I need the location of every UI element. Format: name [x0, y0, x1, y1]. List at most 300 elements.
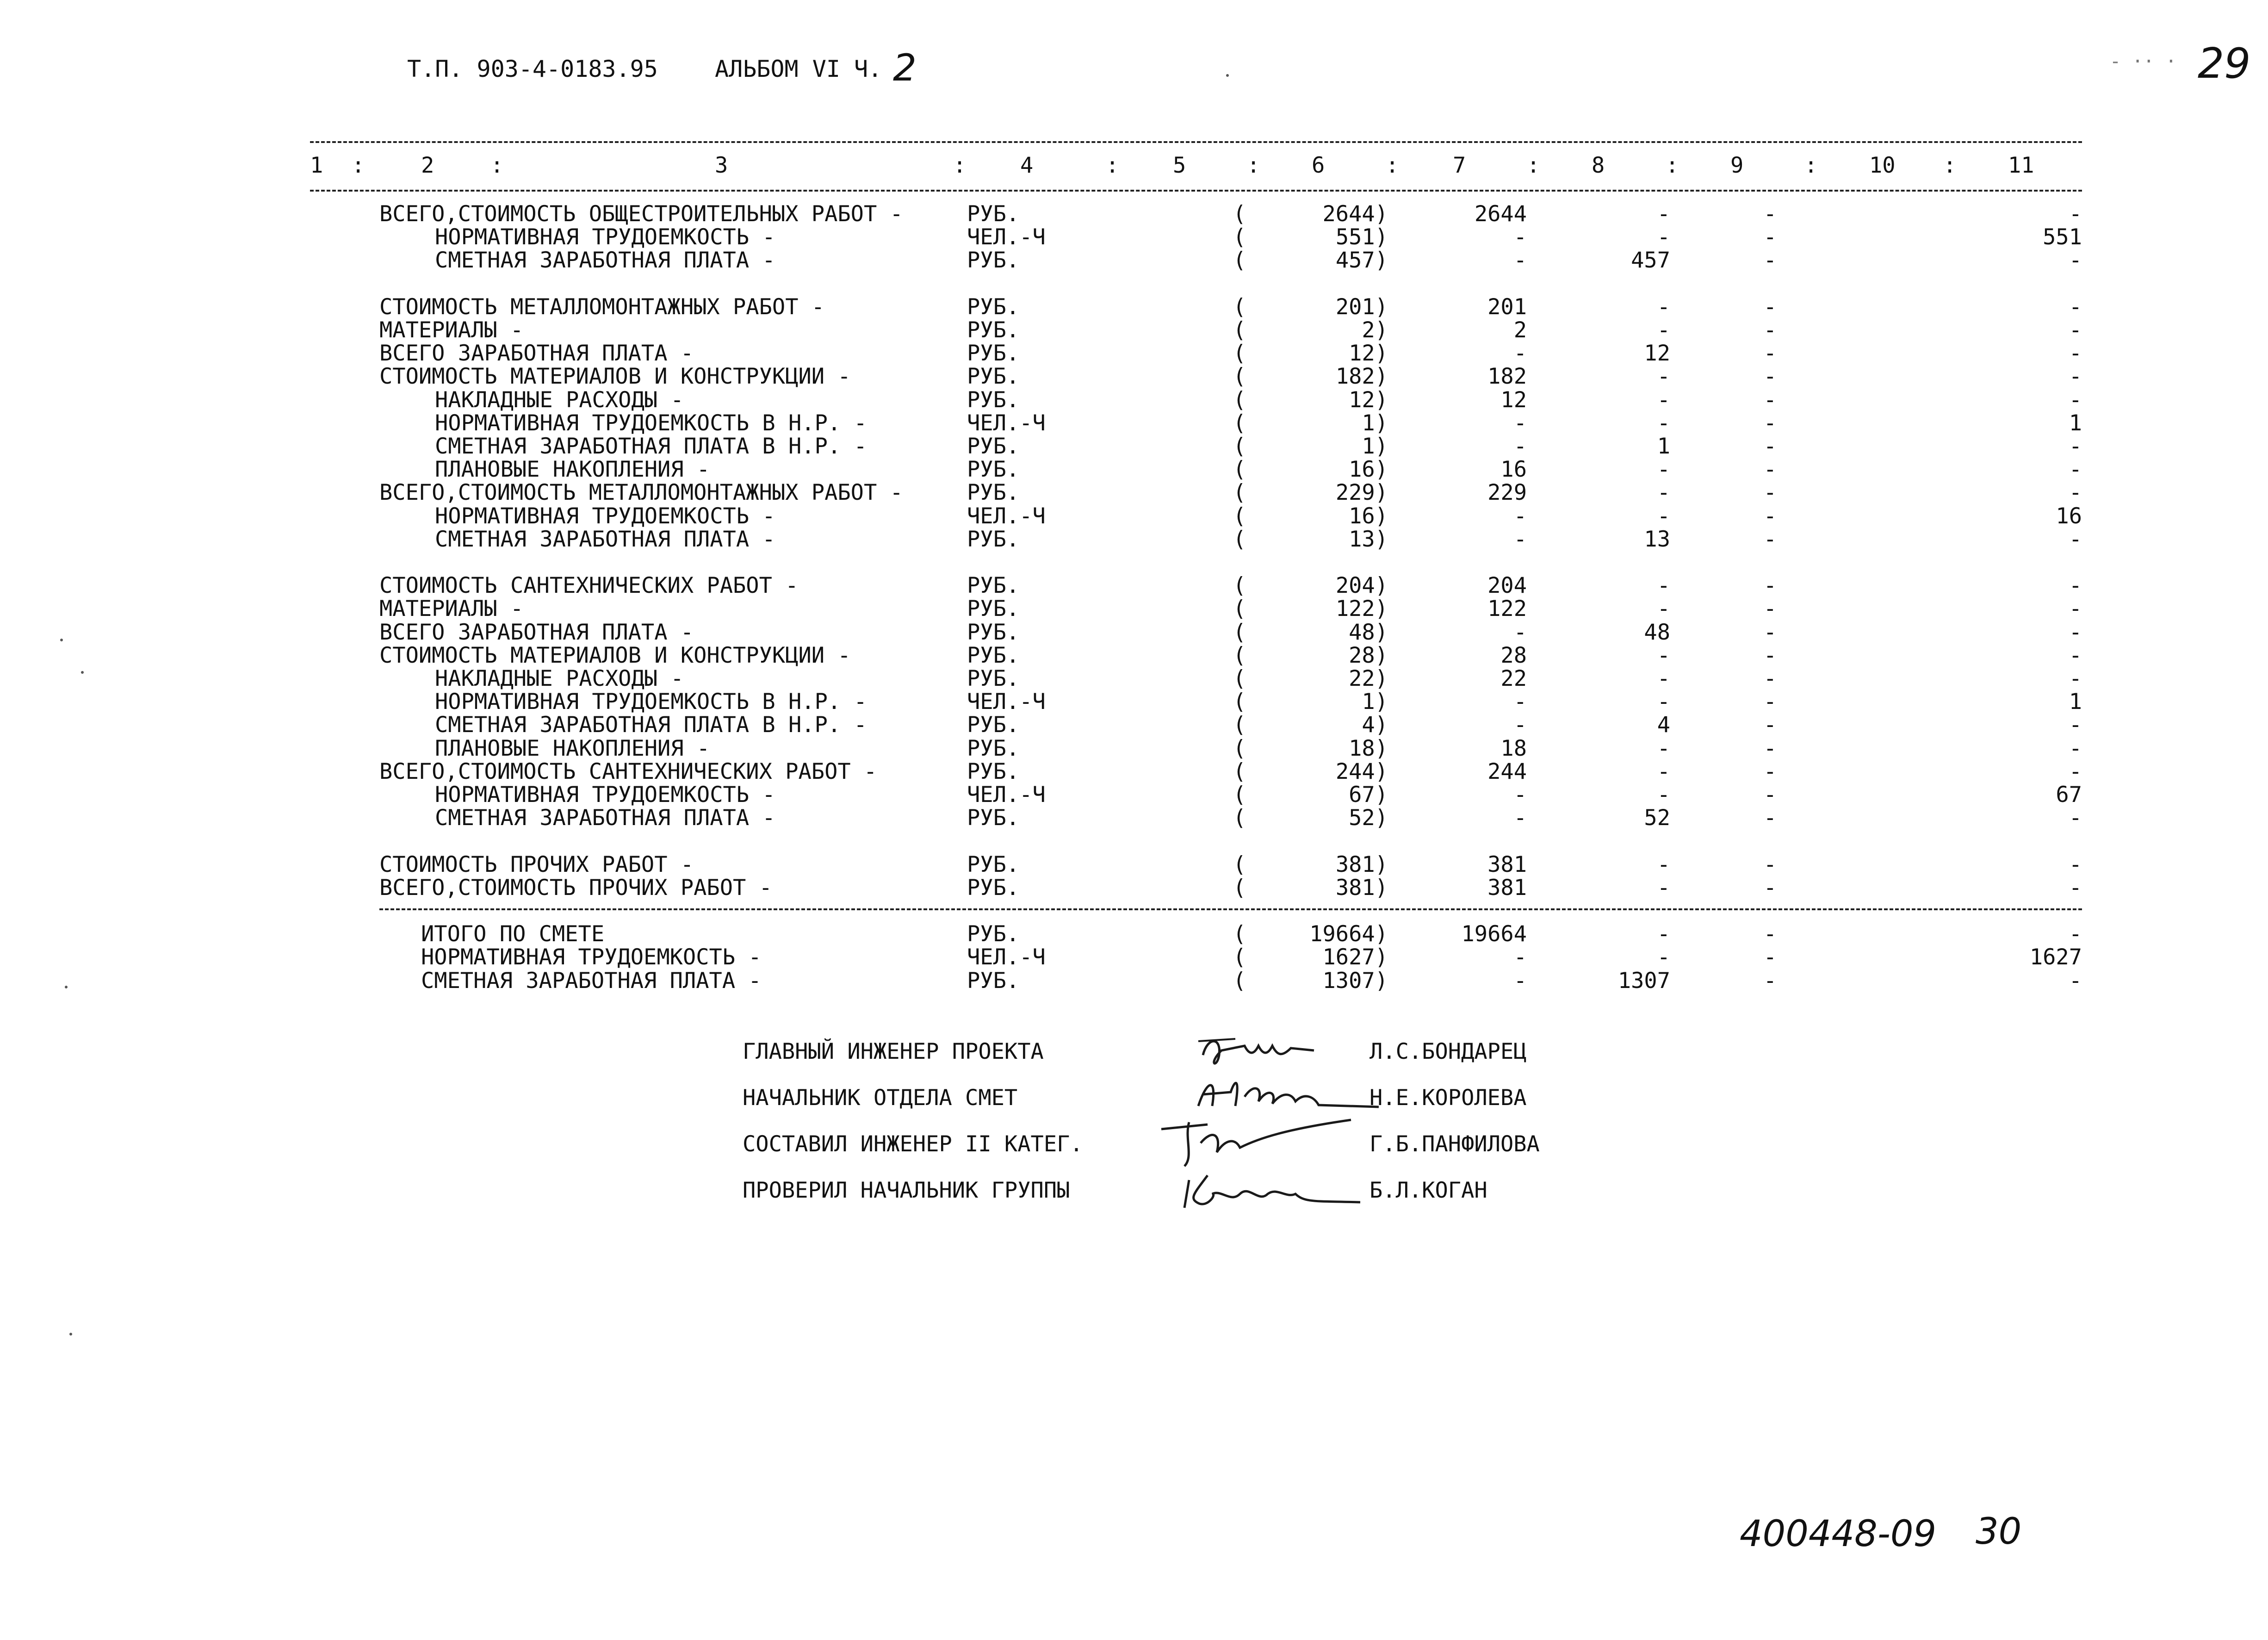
cell-col7: - — [1513, 620, 1527, 645]
cell-col11: - — [2069, 852, 2082, 877]
table-row — [0, 480, 2268, 503]
cell-col11: 16 — [2056, 503, 2082, 529]
cell-col9: - — [1763, 689, 1777, 714]
cell-col7: - — [1513, 782, 1527, 808]
cell-col11: 551 — [2043, 224, 2082, 250]
cell-col8: 457 — [1631, 248, 1670, 273]
table-row — [0, 596, 2268, 619]
cell-col11: 67 — [2056, 782, 2082, 808]
cell-col6: 28) — [1349, 643, 1388, 668]
col-sep: : — [1386, 153, 1399, 178]
cell-col9: - — [1763, 852, 1777, 877]
row-unit: РУБ. — [967, 596, 1020, 621]
cell-col9: - — [1763, 666, 1777, 691]
cell-col7: 244 — [1487, 759, 1527, 784]
col-sep: : — [1247, 153, 1260, 178]
cell-col6: 2) — [1362, 317, 1388, 343]
cell-col9: - — [1763, 480, 1777, 505]
cell-col9: - — [1763, 759, 1777, 784]
cell-col8: - — [1657, 387, 1670, 413]
cell-col8: - — [1657, 689, 1670, 714]
cell-col11: - — [2069, 805, 2082, 831]
row-label: СТОИМОСТЬ МАТЕРИАЛОВ И КОНСТРУКЦИИ - — [379, 643, 851, 668]
cell-col7: 28 — [1500, 643, 1527, 668]
cell-col11: - — [2069, 596, 2082, 621]
row-label: СМЕТНАЯ ЗАРАБОТНАЯ ПЛАТА - — [435, 805, 775, 831]
signature-row — [0, 1039, 2268, 1067]
table-row — [0, 527, 2268, 550]
cell-col7: 2 — [1513, 317, 1527, 343]
cell-col8: 48 — [1644, 620, 1670, 645]
cell-col9: - — [1763, 248, 1777, 273]
cell-col7: - — [1513, 805, 1527, 831]
scan-speck — [60, 639, 63, 641]
open-paren: ( — [1233, 248, 1246, 273]
open-paren: ( — [1233, 805, 1246, 831]
corner-scribble: - ·· · — [2110, 51, 2177, 72]
cell-col9: - — [1763, 782, 1777, 808]
table-row — [0, 410, 2268, 434]
document-code: Т.П. 903-4-0183.95 — [407, 56, 658, 82]
column-number: 2 — [421, 153, 434, 178]
col-sep: : — [490, 153, 504, 178]
row-label: СТОИМОСТЬ МЕТАЛЛОМОНТАЖНЫХ РАБОТ - — [379, 294, 825, 320]
cell-col8: - — [1657, 944, 1670, 970]
table-header-rule — [310, 190, 2082, 192]
cell-col8: - — [1657, 573, 1670, 598]
cell-col8: - — [1657, 480, 1670, 505]
cell-col6: 52) — [1349, 805, 1388, 831]
cell-col6: 13) — [1349, 527, 1388, 552]
row-label: НОРМАТИВНАЯ ТРУДОЕМКОСТЬ В Н.Р. - — [435, 689, 867, 714]
open-paren: ( — [1233, 201, 1246, 227]
cell-col6: 551) — [1335, 224, 1388, 250]
cell-col6: 1) — [1362, 410, 1388, 436]
row-unit: РУБ. — [967, 759, 1020, 784]
row-label: СМЕТНАЯ ЗАРАБОТНАЯ ПЛАТА - — [421, 968, 762, 994]
table-row — [0, 712, 2268, 738]
table-row — [0, 759, 2268, 782]
row-label: НАКЛАДНЫЕ РАСХОДЫ - — [435, 666, 684, 691]
open-paren: ( — [1233, 224, 1246, 250]
open-paren: ( — [1233, 944, 1246, 970]
cell-col11: - — [2069, 620, 2082, 645]
row-unit: РУБ. — [967, 736, 1020, 761]
cell-col8: 52 — [1644, 805, 1670, 831]
cell-col9: - — [1763, 434, 1777, 459]
row-unit: РУБ. — [967, 201, 1020, 227]
row-unit: РУБ. — [967, 457, 1020, 482]
cell-col7: 182 — [1487, 364, 1527, 389]
table-row — [0, 434, 2268, 457]
cell-col6: 12) — [1349, 341, 1388, 366]
table-row — [0, 620, 2268, 643]
column-number: 9 — [1730, 153, 1744, 178]
cell-col11: 1 — [2069, 689, 2082, 714]
cell-col11: 1627 — [2029, 944, 2082, 970]
table-row — [0, 968, 2268, 994]
cell-col9: - — [1763, 317, 1777, 343]
open-paren: ( — [1233, 596, 1246, 621]
cell-col6: 182) — [1335, 364, 1388, 389]
col-sep: : — [1804, 153, 1818, 178]
page-number-handwritten: 29 — [2198, 39, 2251, 88]
row-label: ИТОГО ПО СМЕТЕ — [421, 921, 605, 947]
cell-col8: - — [1657, 782, 1670, 808]
open-paren: ( — [1233, 666, 1246, 691]
table-row — [0, 387, 2268, 413]
column-number: 11 — [2008, 153, 2034, 178]
row-unit: ЧЕЛ.-Ч — [967, 944, 1046, 970]
row-label: СТОИМОСТЬ САНТЕХНИЧЕСКИХ РАБОТ - — [379, 573, 799, 598]
column-header-row — [0, 153, 2268, 180]
cell-col7: - — [1513, 944, 1527, 970]
open-paren: ( — [1233, 341, 1246, 366]
cell-col6: 67) — [1349, 782, 1388, 808]
row-unit: РУБ. — [967, 852, 1020, 877]
cell-col8: - — [1657, 224, 1670, 250]
row-unit: РУБ. — [967, 643, 1020, 668]
open-paren: ( — [1233, 410, 1246, 436]
table-row — [0, 666, 2268, 689]
signatory-name: Л.С.БОНДАРЕЦ — [1369, 1039, 1527, 1064]
cell-col11: - — [2069, 573, 2082, 598]
row-label: ВСЕГО,СТОИМОСТЬ САНТЕХНИЧЕСКИХ РАБОТ - — [379, 759, 877, 784]
cell-col11: - — [2069, 666, 2082, 691]
cell-col11: - — [2069, 875, 2082, 901]
cell-col7: 122 — [1487, 596, 1527, 621]
open-paren: ( — [1233, 503, 1246, 529]
table-row — [0, 341, 2268, 364]
cell-col7: 22 — [1500, 666, 1527, 691]
table-row — [0, 457, 2268, 480]
open-paren: ( — [1233, 968, 1246, 994]
row-unit: РУБ. — [967, 248, 1020, 273]
row-unit: РУБ. — [967, 666, 1020, 691]
cell-col9: - — [1763, 201, 1777, 227]
scan-speck — [69, 1333, 72, 1336]
row-unit: РУБ. — [967, 968, 1020, 994]
cell-col7: - — [1513, 248, 1527, 273]
album-label: АЛЬБОМ VI Ч. — [715, 56, 882, 82]
table-row — [0, 248, 2268, 271]
open-paren: ( — [1233, 294, 1246, 320]
archive-page-handwritten: 30 — [1976, 1511, 2022, 1553]
table-row — [0, 364, 2268, 387]
row-label: ПЛАНОВЫЕ НАКОПЛЕНИЯ - — [435, 457, 710, 482]
row-unit: РУБ. — [967, 434, 1020, 459]
cell-col11: - — [2069, 364, 2082, 389]
table-row — [0, 852, 2268, 875]
cell-col8: - — [1657, 503, 1670, 529]
col-sep: : — [1106, 153, 1119, 178]
scan-speck — [81, 671, 84, 674]
row-label: НАКЛАДНЫЕ РАСХОДЫ - — [435, 387, 684, 413]
cell-col7: 2644 — [1474, 201, 1527, 227]
table-row — [0, 643, 2268, 666]
cell-col6: 4) — [1362, 712, 1388, 738]
cell-col7: 18 — [1500, 736, 1527, 761]
row-label: ВСЕГО,СТОИМОСТЬ ОБЩЕСТРОИТЕЛЬНЫХ РАБОТ - — [379, 201, 903, 227]
cell-col7: 381 — [1487, 852, 1527, 877]
open-paren: ( — [1233, 364, 1246, 389]
row-label: НОРМАТИВНАЯ ТРУДОЕМКОСТЬ - — [435, 224, 775, 250]
cell-col7: 16 — [1500, 457, 1527, 482]
row-label: СТОИМОСТЬ МАТЕРИАЛОВ И КОНСТРУКЦИИ - — [379, 364, 851, 389]
cell-col6: 204) — [1335, 573, 1388, 598]
table-row — [0, 294, 2268, 320]
column-number: 4 — [1020, 153, 1034, 178]
cell-col6: 1) — [1362, 689, 1388, 714]
cell-col6: 381) — [1335, 875, 1388, 901]
table-row — [0, 921, 2268, 947]
cell-col8: 4 — [1657, 712, 1670, 738]
row-unit: ЧЕЛ.-Ч — [967, 689, 1046, 714]
cell-col6: 1307) — [1322, 968, 1388, 994]
cell-col9: - — [1763, 503, 1777, 529]
signatory-title: СОСТАВИЛ ИНЖЕНЕР II КАТЕГ. — [743, 1131, 1083, 1157]
cell-col6: 12) — [1349, 387, 1388, 413]
row-label: СТОИМОСТЬ ПРОЧИХ РАБОТ - — [379, 852, 694, 877]
cell-col11: - — [2069, 457, 2082, 482]
cell-col6: 201) — [1335, 294, 1388, 320]
cell-col9: - — [1763, 875, 1777, 901]
cell-col7: 19664 — [1461, 921, 1527, 947]
col-sep: : — [352, 153, 365, 178]
scan-speck — [1226, 74, 1229, 77]
cell-col9: - — [1763, 457, 1777, 482]
open-paren: ( — [1233, 875, 1246, 901]
row-label: МАТЕРИАЛЫ - — [379, 596, 524, 621]
cell-col8: - — [1657, 201, 1670, 227]
cell-col6: 16) — [1349, 457, 1388, 482]
col-sep: : — [1527, 153, 1540, 178]
cell-col9: - — [1763, 224, 1777, 250]
row-label: СМЕТНАЯ ЗАРАБОТНАЯ ПЛАТА - — [435, 248, 775, 273]
cell-col8: - — [1657, 294, 1670, 320]
cell-col11: - — [2069, 643, 2082, 668]
signature-kogan — [1180, 1166, 1365, 1217]
cell-col6: 244) — [1335, 759, 1388, 784]
col-sep: : — [1666, 153, 1679, 178]
open-paren: ( — [1233, 387, 1246, 413]
row-label: СМЕТНАЯ ЗАРАБОТНАЯ ПЛАТА В Н.Р. - — [435, 434, 867, 459]
cell-col11: - — [2069, 968, 2082, 994]
signatory-name: Б.Л.КОГАН — [1369, 1178, 1487, 1203]
cell-col7: - — [1513, 503, 1527, 529]
row-unit: ЧЕЛ.-Ч — [967, 410, 1046, 436]
open-paren: ( — [1233, 759, 1246, 784]
cell-col7: - — [1513, 527, 1527, 552]
cell-col8: - — [1657, 736, 1670, 761]
cell-col7: - — [1513, 341, 1527, 366]
signature-row — [0, 1131, 2268, 1159]
row-unit: РУБ. — [967, 712, 1020, 738]
cell-col9: - — [1763, 805, 1777, 831]
column-number: 8 — [1592, 153, 1605, 178]
table-row — [0, 201, 2268, 227]
row-unit: РУБ. — [967, 573, 1020, 598]
row-label: НОРМАТИВНАЯ ТРУДОЕМКОСТЬ - — [435, 782, 775, 808]
cell-col9: - — [1763, 527, 1777, 552]
cell-col6: 229) — [1335, 480, 1388, 505]
row-unit: РУБ. — [967, 527, 1020, 552]
col-sep: : — [1943, 153, 1957, 178]
open-paren: ( — [1233, 457, 1246, 482]
cell-col7: 381 — [1487, 875, 1527, 901]
open-paren: ( — [1233, 689, 1246, 714]
album-part-handwritten: 2 — [893, 46, 917, 89]
cell-col7: - — [1513, 689, 1527, 714]
row-label: ВСЕГО ЗАРАБОТНАЯ ПЛАТА - — [379, 341, 694, 366]
cell-col9: - — [1763, 736, 1777, 761]
cell-col8: - — [1657, 596, 1670, 621]
column-number: 6 — [1312, 153, 1325, 178]
cell-col8: - — [1657, 364, 1670, 389]
cell-col7: - — [1513, 224, 1527, 250]
cell-col6: 48) — [1349, 620, 1388, 645]
column-number: 3 — [715, 153, 728, 178]
table-row — [0, 782, 2268, 808]
cell-col9: - — [1763, 294, 1777, 320]
cell-col9: - — [1763, 620, 1777, 645]
open-paren: ( — [1233, 434, 1246, 459]
cell-col9: - — [1763, 410, 1777, 436]
column-number: 5 — [1173, 153, 1186, 178]
row-unit: ЧЕЛ.-Ч — [967, 782, 1046, 808]
signatory-title: НАЧАЛЬНИК ОТДЕЛА СМЕТ — [743, 1085, 1018, 1111]
cell-col6: 16) — [1349, 503, 1388, 529]
cell-col11: - — [2069, 387, 2082, 413]
row-label: ВСЕГО,СТОИМОСТЬ МЕТАЛЛОМОНТАЖНЫХ РАБОТ - — [379, 480, 903, 505]
cell-col8: - — [1657, 643, 1670, 668]
cell-col7: 229 — [1487, 480, 1527, 505]
table-row — [0, 944, 2268, 968]
cell-col8: 13 — [1644, 527, 1670, 552]
open-paren: ( — [1233, 921, 1246, 947]
cell-col6: 1627) — [1322, 944, 1388, 970]
table-row — [0, 689, 2268, 712]
table-top-rule — [310, 141, 2082, 143]
row-label: НОРМАТИВНАЯ ТРУДОЕМКОСТЬ В Н.Р. - — [435, 410, 867, 436]
row-unit: РУБ. — [967, 364, 1020, 389]
cell-col8: 1307 — [1617, 968, 1670, 994]
open-paren: ( — [1233, 480, 1246, 505]
row-label: ВСЕГО,СТОИМОСТЬ ПРОЧИХ РАБОТ - — [379, 875, 772, 901]
row-label: НОРМАТИВНАЯ ТРУДОЕМКОСТЬ - — [421, 944, 762, 970]
cell-col7: 204 — [1487, 573, 1527, 598]
cell-col7: - — [1513, 410, 1527, 436]
cell-col8: - — [1657, 666, 1670, 691]
cell-col7: 12 — [1500, 387, 1527, 413]
row-label: ВСЕГО ЗАРАБОТНАЯ ПЛАТА - — [379, 620, 694, 645]
table-row — [0, 224, 2268, 248]
row-unit: РУБ. — [967, 875, 1020, 901]
open-paren: ( — [1233, 852, 1246, 877]
row-unit: РУБ. — [967, 294, 1020, 320]
cell-col11: - — [2069, 759, 2082, 784]
scan-speck — [65, 986, 68, 988]
column-number: 7 — [1453, 153, 1466, 178]
cell-col9: - — [1763, 596, 1777, 621]
cell-col7: 201 — [1487, 294, 1527, 320]
signatory-name: Н.Е.КОРОЛЕВА — [1369, 1085, 1527, 1111]
cell-col9: - — [1763, 364, 1777, 389]
row-unit: РУБ. — [967, 805, 1020, 831]
archive-code-handwritten: 400448-09 — [1740, 1513, 1937, 1555]
open-paren: ( — [1233, 712, 1246, 738]
cell-col11: - — [2069, 736, 2082, 761]
section-separator-rule — [379, 908, 2082, 910]
table-row — [0, 736, 2268, 759]
cell-col11: - — [2069, 527, 2082, 552]
cell-col6: 1) — [1362, 434, 1388, 459]
cell-col8: - — [1657, 921, 1670, 947]
cell-col11: - — [2069, 201, 2082, 227]
cell-col7: - — [1513, 434, 1527, 459]
open-paren: ( — [1233, 527, 1246, 552]
cell-col8: 1 — [1657, 434, 1670, 459]
cell-col6: 18) — [1349, 736, 1388, 761]
row-unit: ЧЕЛ.-Ч — [967, 224, 1046, 250]
cell-col8: - — [1657, 410, 1670, 436]
signature-row — [0, 1085, 2268, 1113]
cell-col9: - — [1763, 341, 1777, 366]
row-label: СМЕТНАЯ ЗАРАБОТНАЯ ПЛАТА В Н.Р. - — [435, 712, 867, 738]
column-number: 10 — [1869, 153, 1896, 178]
cell-col8: - — [1657, 457, 1670, 482]
row-label: ПЛАНОВЫЕ НАКОПЛЕНИЯ - — [435, 736, 710, 761]
table-row — [0, 875, 2268, 901]
cell-col11: - — [2069, 921, 2082, 947]
row-unit: РУБ. — [967, 387, 1020, 413]
cell-col11: - — [2069, 294, 2082, 320]
row-unit: ЧЕЛ.-Ч — [967, 503, 1046, 529]
table-row — [0, 573, 2268, 596]
cell-col11: - — [2069, 712, 2082, 738]
signatory-title: ПРОВЕРИЛ НАЧАЛЬНИК ГРУППЫ — [743, 1178, 1070, 1203]
cell-col9: - — [1763, 921, 1777, 947]
cell-col6: 122) — [1335, 596, 1388, 621]
cell-col11: - — [2069, 434, 2082, 459]
cell-col11: - — [2069, 248, 2082, 273]
row-unit: РУБ. — [967, 341, 1020, 366]
cell-col8: - — [1657, 875, 1670, 901]
cell-col11: - — [2069, 317, 2082, 343]
cell-col6: 2644) — [1322, 201, 1388, 227]
signature-panfilova — [1157, 1111, 1356, 1171]
open-paren: ( — [1233, 782, 1246, 808]
open-paren: ( — [1233, 317, 1246, 343]
cell-col8: - — [1657, 317, 1670, 343]
signatory-title: ГЛАВНЫЙ ИНЖЕНЕР ПРОЕКТА — [743, 1039, 1044, 1064]
row-label: СМЕТНАЯ ЗАРАБОТНАЯ ПЛАТА - — [435, 527, 775, 552]
row-unit: РУБ. — [967, 921, 1020, 947]
open-paren: ( — [1233, 736, 1246, 761]
row-unit: РУБ. — [967, 620, 1020, 645]
cell-col6: 457) — [1335, 248, 1388, 273]
row-label: НОРМАТИВНАЯ ТРУДОЕМКОСТЬ - — [435, 503, 775, 529]
open-paren: ( — [1233, 643, 1246, 668]
cell-col9: - — [1763, 944, 1777, 970]
row-label: МАТЕРИАЛЫ - — [379, 317, 524, 343]
table-row — [0, 503, 2268, 527]
cell-col7: - — [1513, 968, 1527, 994]
cell-col11: - — [2069, 480, 2082, 505]
row-unit: РУБ. — [967, 480, 1020, 505]
row-unit: РУБ. — [967, 317, 1020, 343]
open-paren: ( — [1233, 620, 1246, 645]
